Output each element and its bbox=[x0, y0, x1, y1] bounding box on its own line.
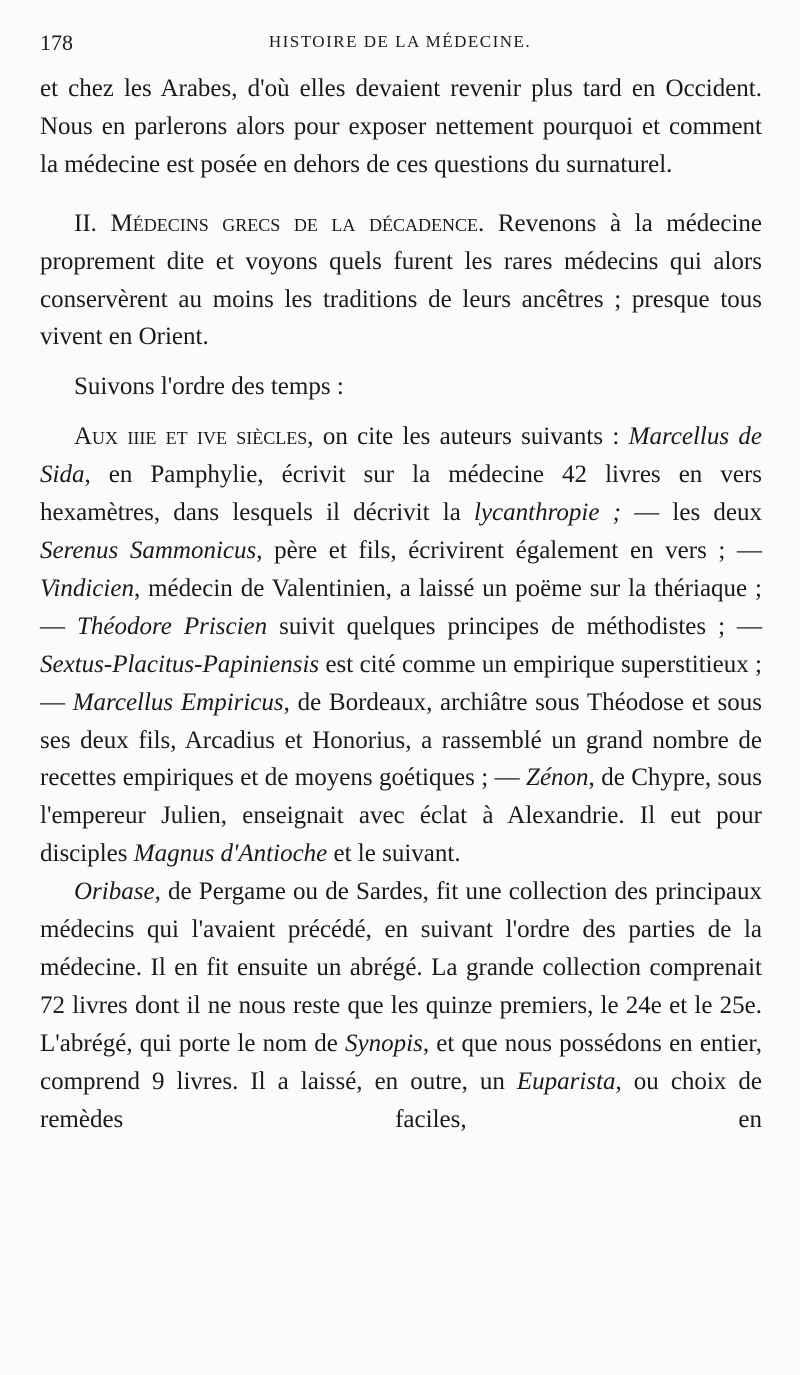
running-title: HISTOIRE DE LA MÉDECINE. bbox=[268, 32, 532, 51]
paragraph-oribase: Oribase, de Pergame ou de Sardes, fit une collection des principaux médecins qui l'avaient précédé, en suivant l'ordre des parties de la médecine. Il en fit ensuite un abrégé. La grande collection comprenait 72 livres dont il ne nous reste que les quinze premiers, le 24e et le 25e. L'abrégé, qui porte le nom de Synopis, et que nous possédons en entier, comprend 9 livres. Il a laissé, en outre, un Euparista, ou choix de remèdes faciles, en bbox=[40, 878, 762, 1133]
work-title: Synopis bbox=[345, 1029, 423, 1057]
section-number: II. bbox=[74, 209, 97, 237]
paragraph-authors: Aux iiie et ive siècles, on cite les auteurs suivants : Marcellus de Sida, en Pamphylie, écrivit sur la médecine 42 livres en vers hexamètres, dans lesquels il décrivit la lycanthropie ; — les deux Serenus Sammonicus, père et fils, écrivirent également en vers ; — Vindicien, médecin de Valentinien, a laissé un poëme sur la thériaque ; — Théodore Priscien suivit quelques principes de méthodistes ; — Sextus-Placitus-Papiniensis est cité comme un empirique superstitieux ; — Marcellus Empiricus, de Bordeaux, archiâtre sous Théodose et sous ses deux fils, Arcadius et Honorius, a rassemblé un grand nombre de recettes empiriques et de moyens goétiques ; — Zénon, de Chypre, sous l'empereur Julien, enseignait avec éclat à Alexandrie. Il eut pour disciples Magnus d'Antioche et le suivant. bbox=[40, 423, 763, 868]
paragraph-intro: et chez les Arabes, d'où elles devaient revenir plus tard en Occident. Nous en parlerons alors pour exposer nettement pourquoi et comment la médecine est posée en dehors de ces questions du surnaturel. bbox=[40, 75, 762, 178]
author-name: Oribase bbox=[74, 878, 155, 906]
section-heading: Médecins grecs de la décadence. bbox=[110, 209, 485, 237]
author-name: Marcellus Empiricus bbox=[72, 688, 284, 716]
work-title: Euparista bbox=[516, 1067, 616, 1095]
section-text: Revenons à la médecine proprement dite et voyons quels furent les rares médecins qui alors conservèrent au moins les traditions de leurs ancêtres ; presque tous vivent en Orient. bbox=[40, 209, 763, 351]
term-name: lycanthropie ; bbox=[474, 499, 621, 527]
page-header bbox=[40, 30, 760, 60]
body-text bbox=[40, 70, 762, 1138]
author-name: Théodore Priscien bbox=[76, 612, 268, 640]
author-name: Zénon bbox=[526, 764, 589, 792]
author-name: Vindicien bbox=[40, 574, 134, 602]
section-two bbox=[40, 205, 762, 357]
page-number: 178 bbox=[40, 30, 73, 55]
author-name: Marcellus de Sida bbox=[40, 423, 762, 489]
author-name: Serenus Sammonicus bbox=[40, 536, 257, 564]
century-heading: Aux iiie et ive siècles, bbox=[74, 423, 314, 451]
author-name: Magnus d'Antioche bbox=[133, 840, 328, 868]
paragraph-order: Suivons l'ordre des temps : bbox=[74, 373, 344, 401]
author-name: Sextus-Placitus-Papiniensis bbox=[40, 650, 320, 678]
